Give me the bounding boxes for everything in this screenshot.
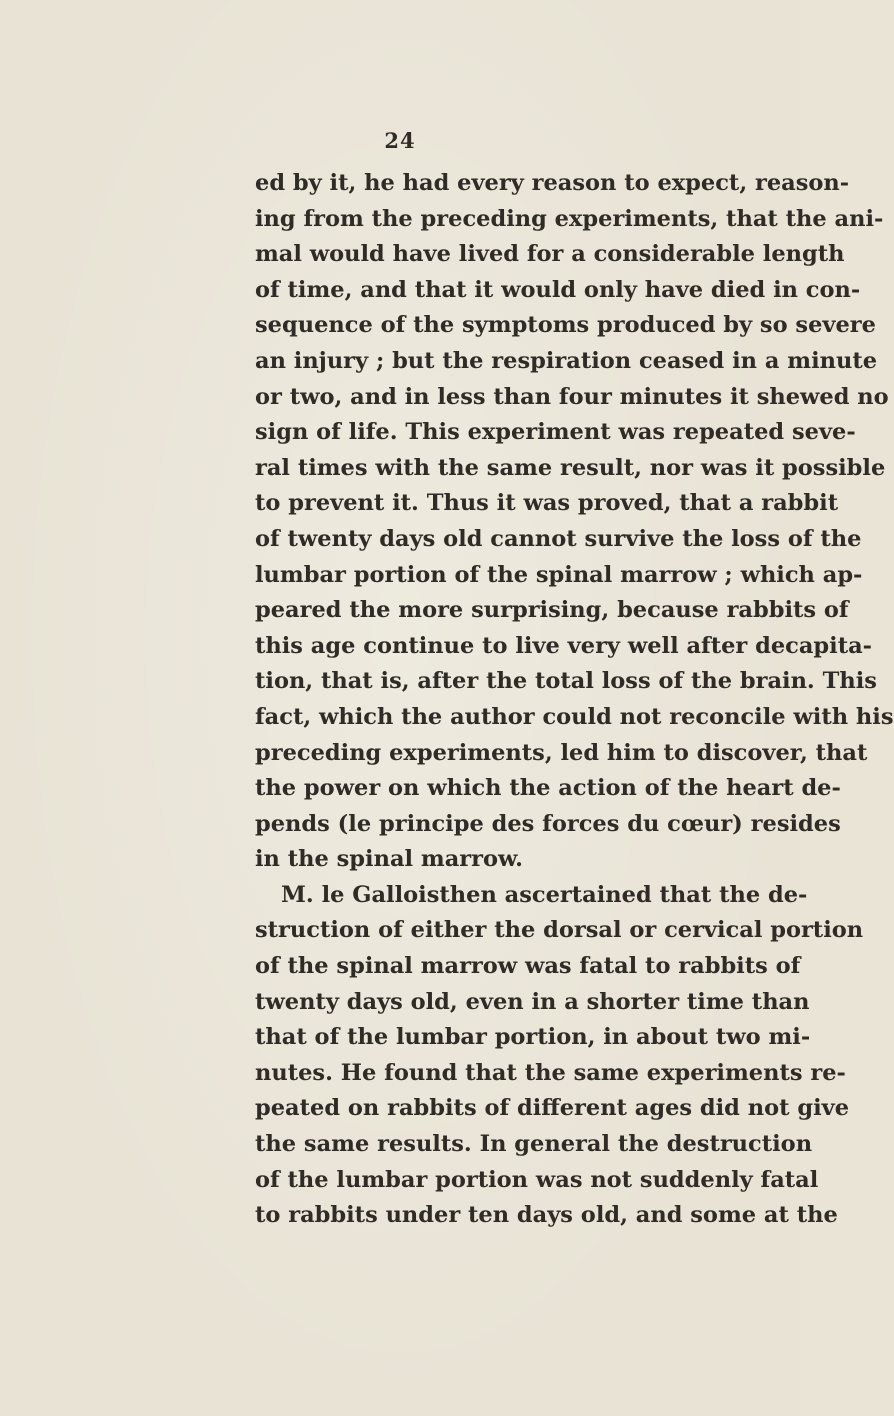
text-line-17: preceding experiments, led him to discover, that: [255, 739, 868, 766]
text-line-29: of the lumbar portion was not suddenly fatal: [255, 1166, 819, 1193]
text-line-26: nutes. He found that the same experiments re-: [255, 1059, 846, 1086]
text-line-28: the same results. In general the destruction: [255, 1131, 813, 1158]
text-line-2: ing from the preceding experiments, that the ani-: [255, 205, 884, 232]
text-line-12: lumbar portion of the spinal marrow ; which ap-: [255, 561, 863, 588]
text-line-19: pends (le principe des forces du cœur) resides: [255, 810, 841, 837]
text-line-25: that of the lumbar portion, in about two mi-: [255, 1024, 811, 1051]
text-line-13: peared the more surprising, because rabbits of: [255, 597, 849, 624]
text-line-14: this age continue to live very well after decapita-: [255, 632, 873, 659]
text-line-16: fact, which the author could not reconcile with his: [255, 703, 894, 730]
text-line-30: to rabbits under ten days old, and some at the: [255, 1202, 838, 1229]
text-line-7: or two, and in less than four minutes it shewed no: [255, 383, 889, 410]
text-line-6: an injury ; but the respiration ceased in a minute: [255, 347, 878, 374]
text-line-8: sign of life. This experiment was repeated seve-: [255, 419, 856, 446]
text-line-20: in the spinal marrow.: [255, 846, 523, 873]
text-line-23: of the spinal marrow was fatal to rabbits of: [255, 953, 801, 980]
text-line-4: of time, and that it would only have died in con-: [255, 276, 861, 303]
text-line-22: struction of either the dorsal or cervical portion: [255, 917, 864, 944]
text-line-10: to prevent it. Thus it was proved, that a rabbit: [255, 490, 839, 517]
text-line-5: sequence of the symptoms produced by so severe: [255, 312, 876, 339]
text-line-11: of twenty days old cannot survive the loss of the: [255, 525, 862, 552]
text-line-3: mal would have lived for a considerable length: [255, 241, 845, 268]
text-line-27: peated on rabbits of different ages did not give: [255, 1095, 850, 1122]
text-line-1: ed by it, he had every reason to expect, reason-: [255, 170, 850, 196]
text-line-24: twenty days old, even in a shorter time than: [255, 988, 810, 1015]
text-line-9: ral times with the same result, nor was it possible: [255, 454, 886, 481]
text-line-21: M. le Galloisthen ascertained that the de-: [281, 881, 808, 908]
body-text: [255, 166, 894, 1234]
page-number: 24: [384, 128, 416, 153]
text-line-15: tion, that is, after the total loss of the brain. This: [255, 668, 877, 695]
text-line-18: the power on which the action of the heart de-: [255, 775, 841, 802]
